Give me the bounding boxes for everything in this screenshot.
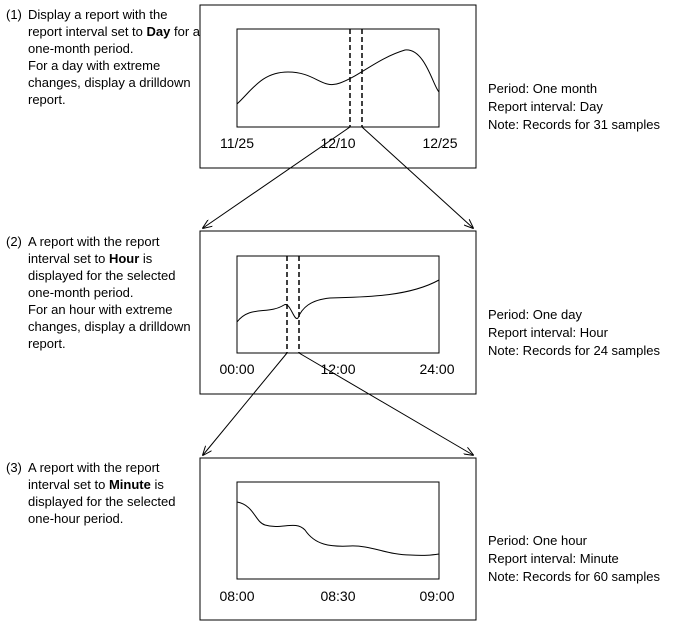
panel-1-tick-start: 11/25: [220, 135, 254, 151]
panel-2-tick-end: 24:00: [419, 361, 455, 377]
step-1-note: Note: Records for 31 samples: [488, 117, 660, 132]
step-3-number: (3): [6, 460, 22, 475]
step-1-interval: Report interval: Day: [488, 99, 603, 114]
step-2-text-extra: For an hour with extreme changes, display a drilldown report.: [28, 302, 191, 351]
step-1-text-before: Display a report with the report interval set to: [28, 7, 168, 39]
panel-3-tick-end: 09:00: [419, 588, 455, 604]
step-3-text-before: A report with the report interval set to: [28, 460, 160, 492]
panel-3-tick-mid: 08:30: [320, 588, 356, 604]
panel-2-tick-mid: 12:00: [320, 361, 356, 377]
panel-2-curve: [237, 280, 439, 322]
panel-1-plot: [237, 29, 439, 127]
step-1-number: (1): [6, 7, 22, 22]
step-2-number: (2): [6, 234, 22, 249]
panel-2-tick-start: 00:00: [219, 361, 255, 377]
panel-1-curve: [237, 50, 439, 104]
step-3-period: Period: One hour: [488, 533, 588, 548]
step-2-bold: Hour: [108, 251, 140, 266]
step-1-bold: Day: [146, 24, 171, 39]
step-2-note: Note: Records for 24 samples: [488, 343, 660, 358]
step-1-text-after: for a one-month period.: [28, 24, 200, 56]
step-3-interval: Report interval: Minute: [488, 551, 619, 566]
step-3-bold: Minute: [108, 477, 151, 492]
step-2-text-after: is displayed for the selected one-month period.: [28, 251, 176, 300]
step-1-period: Period: One month: [488, 81, 598, 96]
panel-3-tick-start: 08:00: [219, 588, 255, 604]
step-2-period: Period: One day: [488, 307, 582, 322]
step-3-note: Note: Records for 60 samples: [488, 569, 660, 584]
panel-3-curve: [237, 502, 439, 555]
step-3-text-after: is displayed for the selected one-hour period.: [28, 477, 176, 526]
panel-1-tick-end: 12/25: [422, 135, 458, 151]
step-2-interval: Report interval: Hour: [488, 325, 608, 340]
step-2-text-before: A report with the report interval set to: [28, 234, 160, 266]
panel-2-plot: [237, 256, 439, 353]
panel-1-tick-mid: 12/10: [320, 135, 356, 151]
step-1-text-extra: For a day with extreme changes, display a drilldown report.: [28, 58, 191, 107]
panel-3-plot: [237, 482, 439, 579]
